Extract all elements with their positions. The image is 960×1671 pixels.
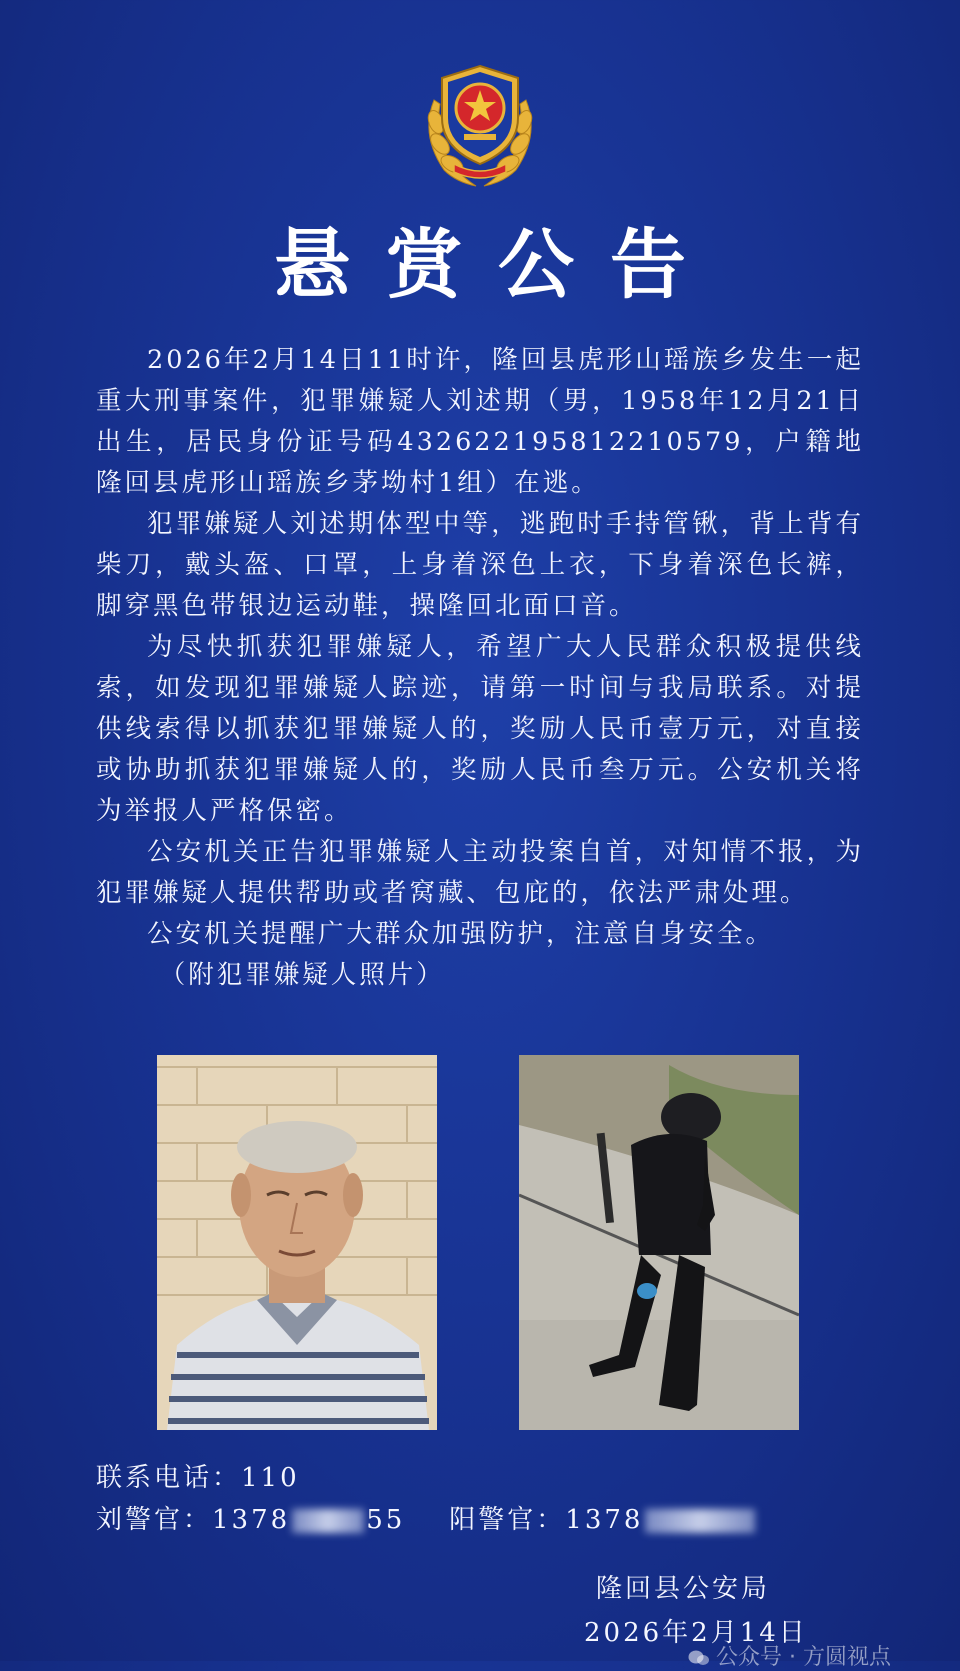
officer2-label: 阳警官： <box>449 1505 566 1535</box>
notice-title: 悬赏公告 <box>274 220 722 309</box>
watermark-text: 公众号 · 方圆视点 <box>716 1645 891 1670</box>
paragraph-safety: 公安机关提醒广大群众加强防护，注意自身安全。 <box>147 919 775 949</box>
officer1-phone-redaction <box>292 1509 364 1533</box>
issuer: 隆回县公安局 <box>596 1574 771 1604</box>
suspect-surveillance-photo <box>519 1055 799 1430</box>
police-emblem-icon <box>414 60 546 190</box>
issue-date: 2026年2月14日 <box>584 1618 808 1648</box>
officer2-phone-redaction <box>645 1509 755 1533</box>
officer1-phone-end: 55 <box>366 1505 406 1535</box>
paragraph-description: 犯罪嫌疑人刘述期体型中等，逃跑时手持管锹，背上背有柴刀，戴头盔、口罩，上身着深色上衣，下身着深色长裤，脚穿黑色带银边运动鞋，操隆回北面口音。 <box>96 509 864 621</box>
photo-note: （附犯罪嫌疑人照片） <box>159 960 445 990</box>
officer-contacts <box>96 1500 896 1540</box>
notice-body <box>96 340 864 996</box>
hotline-number: 110 <box>241 1463 300 1493</box>
paragraph-reward: 为尽快抓获犯罪嫌疑人，希望广大人民群众积极提供线索，如发现犯罪嫌疑人踪迹，请第一时间与我局联系。对提供线索得以抓获犯罪嫌疑人的，奖励人民币壹万元，对直接或协助抓获犯罪嫌疑人的，奖励人民币叁万元。公安机关将为举报人严格保密。 <box>96 632 864 826</box>
hotline-line <box>96 1458 300 1498</box>
officer2-phone-start: 1378 <box>565 1505 644 1535</box>
officer1-label: 刘警官： <box>96 1505 213 1535</box>
officer1-phone-start: 1378 <box>212 1505 291 1535</box>
wechat-icon <box>688 1649 710 1667</box>
suspect-portrait-photo <box>157 1055 437 1430</box>
wechat-watermark <box>688 1640 891 1671</box>
paragraph-case: 2026年2月14日11时许，隆回县虎形山瑶族乡发生一起重大刑事案件，犯罪嫌疑人刘述期（男，1958年12月21日出生，居民身份证号码432622195812210579，户籍地隆回县虎形山瑶族乡茅坳村1组）在逃。 <box>96 345 864 498</box>
hotline-label: 联系电话： <box>96 1463 242 1493</box>
paragraph-warning: 公安机关正告犯罪嫌疑人主动投案自首，对知情不报，为犯罪嫌疑人提供帮助或者窝藏、包庇的，依法严肃处理。 <box>96 837 864 908</box>
